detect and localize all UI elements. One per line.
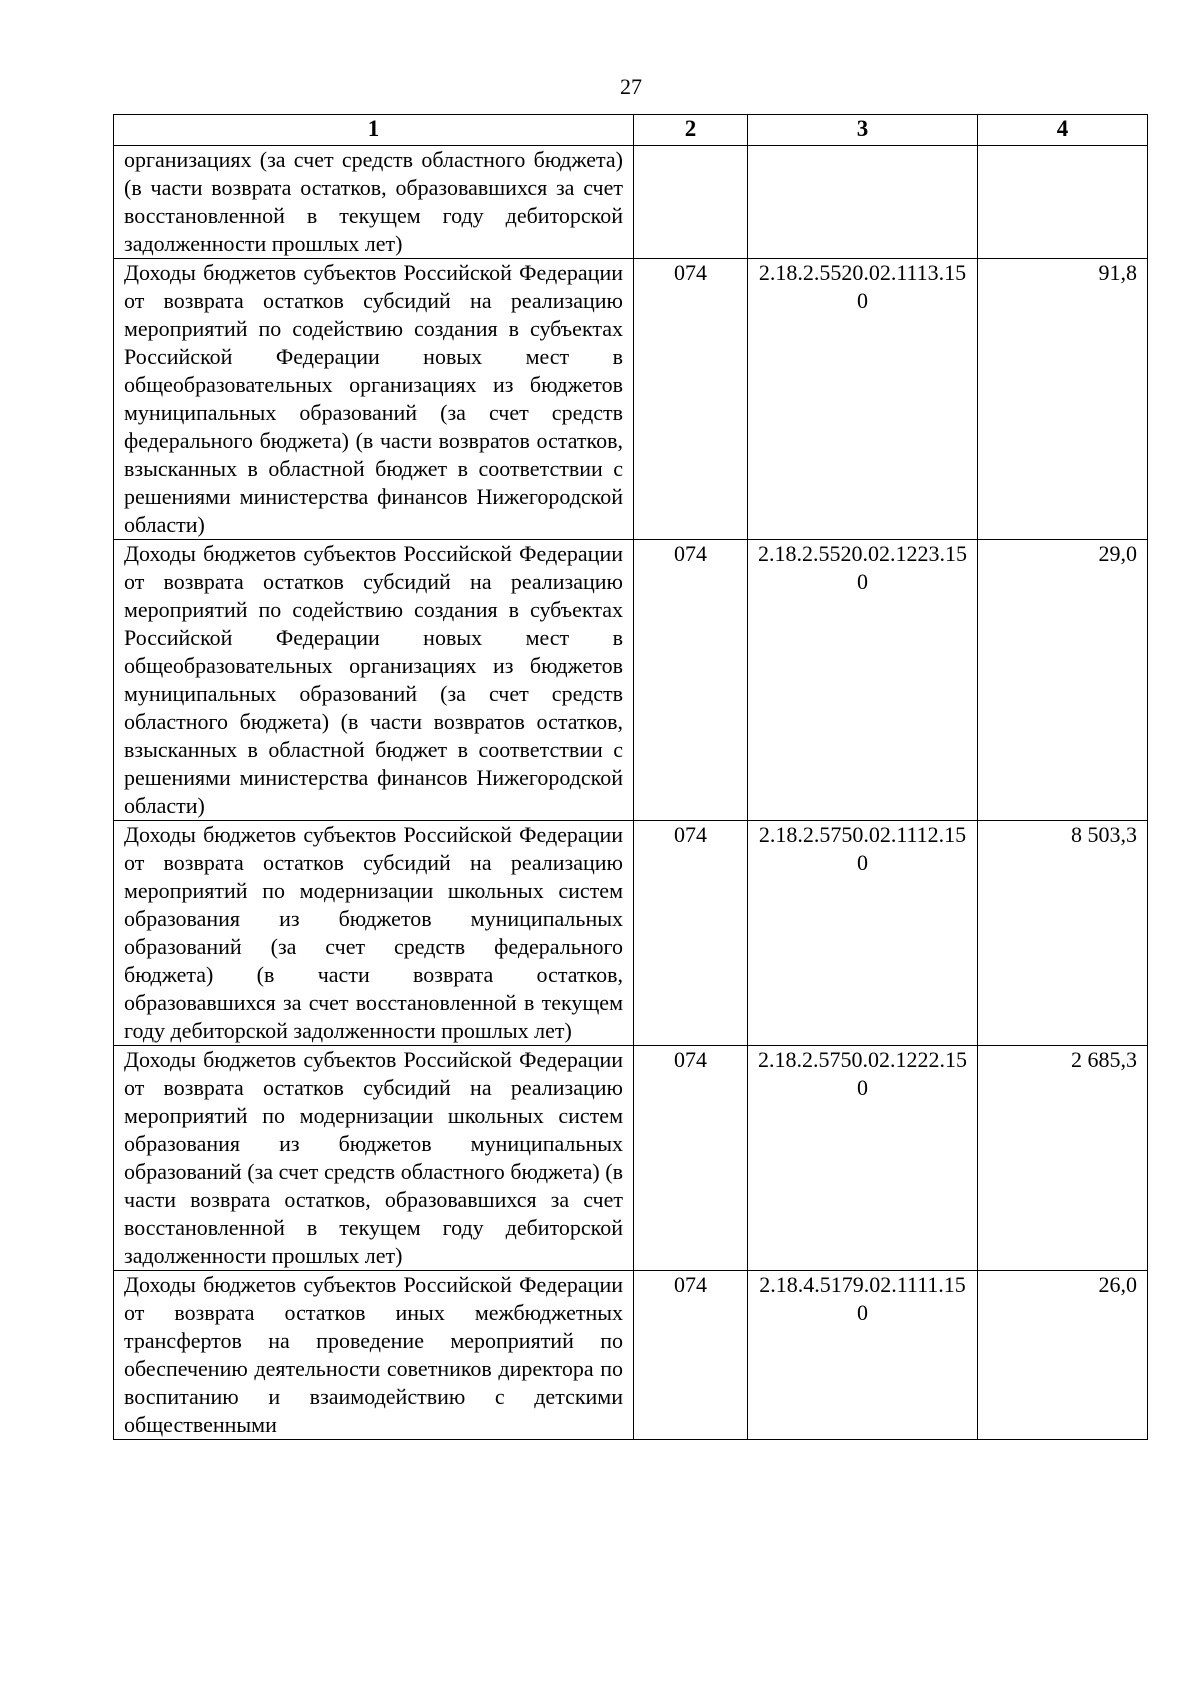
column-header-3: 3: [748, 115, 978, 146]
column-header-2: 2: [634, 115, 748, 146]
column-header-4: 4: [978, 115, 1148, 146]
row-admin-code: 074: [634, 540, 748, 821]
table-row: [114, 259, 1148, 540]
row-admin-code: 074: [634, 259, 748, 540]
table-row: [114, 1271, 1148, 1440]
row-amount: [978, 146, 1148, 259]
table-header-row: [114, 115, 1148, 146]
row-admin-code: 074: [634, 821, 748, 1046]
table-row: [114, 1046, 1148, 1271]
revenue-table: [113, 114, 1148, 1440]
page-number: 27: [620, 74, 642, 99]
row-amount: 2 685,3: [978, 1046, 1148, 1271]
row-amount: 29,0: [978, 540, 1148, 821]
row-amount: 91,8: [978, 259, 1148, 540]
row-description: Доходы бюджетов субъектов Российской Федерации от возврата остатков субсидий на реализацию мероприятий по модернизации школьных систем образования из бюджетов муниципальных образований (за счет средств федерального бюджета) (в части возврата остатков, образовавшихся за счет восстановленной в текущем году дебиторской задолженности прошлых лет): [114, 821, 634, 1046]
row-budget-code: 2.18.2.5750.02.1222.150: [748, 1046, 978, 1271]
row-description: Доходы бюджетов субъектов Российской Федерации от возврата остатков субсидий на реализацию мероприятий по содействию создания в субъектах Российской Федерации новых мест в общеобразовательных организациях из бюджетов муниципальных образований (за счет средств областного бюджета) (в части возвратов остатков, взысканных в областной бюджет в соответствии с решениями министерства финансов Нижегородской области): [114, 540, 634, 821]
row-description: организациях (за счет средств областного бюджета) (в части возврата остатков, образовавшихся за счет восстановленной в текущем году дебиторской задолженности прошлых лет): [114, 146, 634, 259]
row-admin-code: 074: [634, 1271, 748, 1440]
row-budget-code: 2.18.2.5750.02.1112.150: [748, 821, 978, 1046]
column-header-1: 1: [114, 115, 634, 146]
row-budget-code: 2.18.2.5520.02.1223.150: [748, 540, 978, 821]
row-description: Доходы бюджетов субъектов Российской Федерации от возврата остатков иных межбюджетных трансфертов на проведение мероприятий по обеспечению деятельности советников директора по воспитанию и взаимодействию с детскими общественными: [114, 1271, 634, 1440]
row-amount: 8 503,3: [978, 821, 1148, 1046]
row-budget-code: [748, 146, 978, 259]
table-row: [114, 821, 1148, 1046]
row-budget-code: 2.18.4.5179.02.1111.150: [748, 1271, 978, 1440]
row-amount: 26,0: [978, 1271, 1148, 1440]
table-row: [114, 146, 1148, 259]
row-admin-code: 074: [634, 1046, 748, 1271]
row-admin-code: [634, 146, 748, 259]
row-budget-code: 2.18.2.5520.02.1113.150: [748, 259, 978, 540]
row-description: Доходы бюджетов субъектов Российской Федерации от возврата остатков субсидий на реализацию мероприятий по содействию создания в субъектах Российской Федерации новых мест в общеобразовательных организациях из бюджетов муниципальных образований (за счет средств федерального бюджета) (в части возвратов остатков, взысканных в областной бюджет в соответствии с решениями министерства финансов Нижегородской области): [114, 259, 634, 540]
table-row: [114, 540, 1148, 821]
row-description: Доходы бюджетов субъектов Российской Федерации от возврата остатков субсидий на реализацию мероприятий по модернизации школьных систем образования из бюджетов муниципальных образований (за счет средств областного бюджета) (в части возврата остатков, образовавшихся за счет восстановленной в текущем году дебиторской задолженности прошлых лет): [114, 1046, 634, 1271]
